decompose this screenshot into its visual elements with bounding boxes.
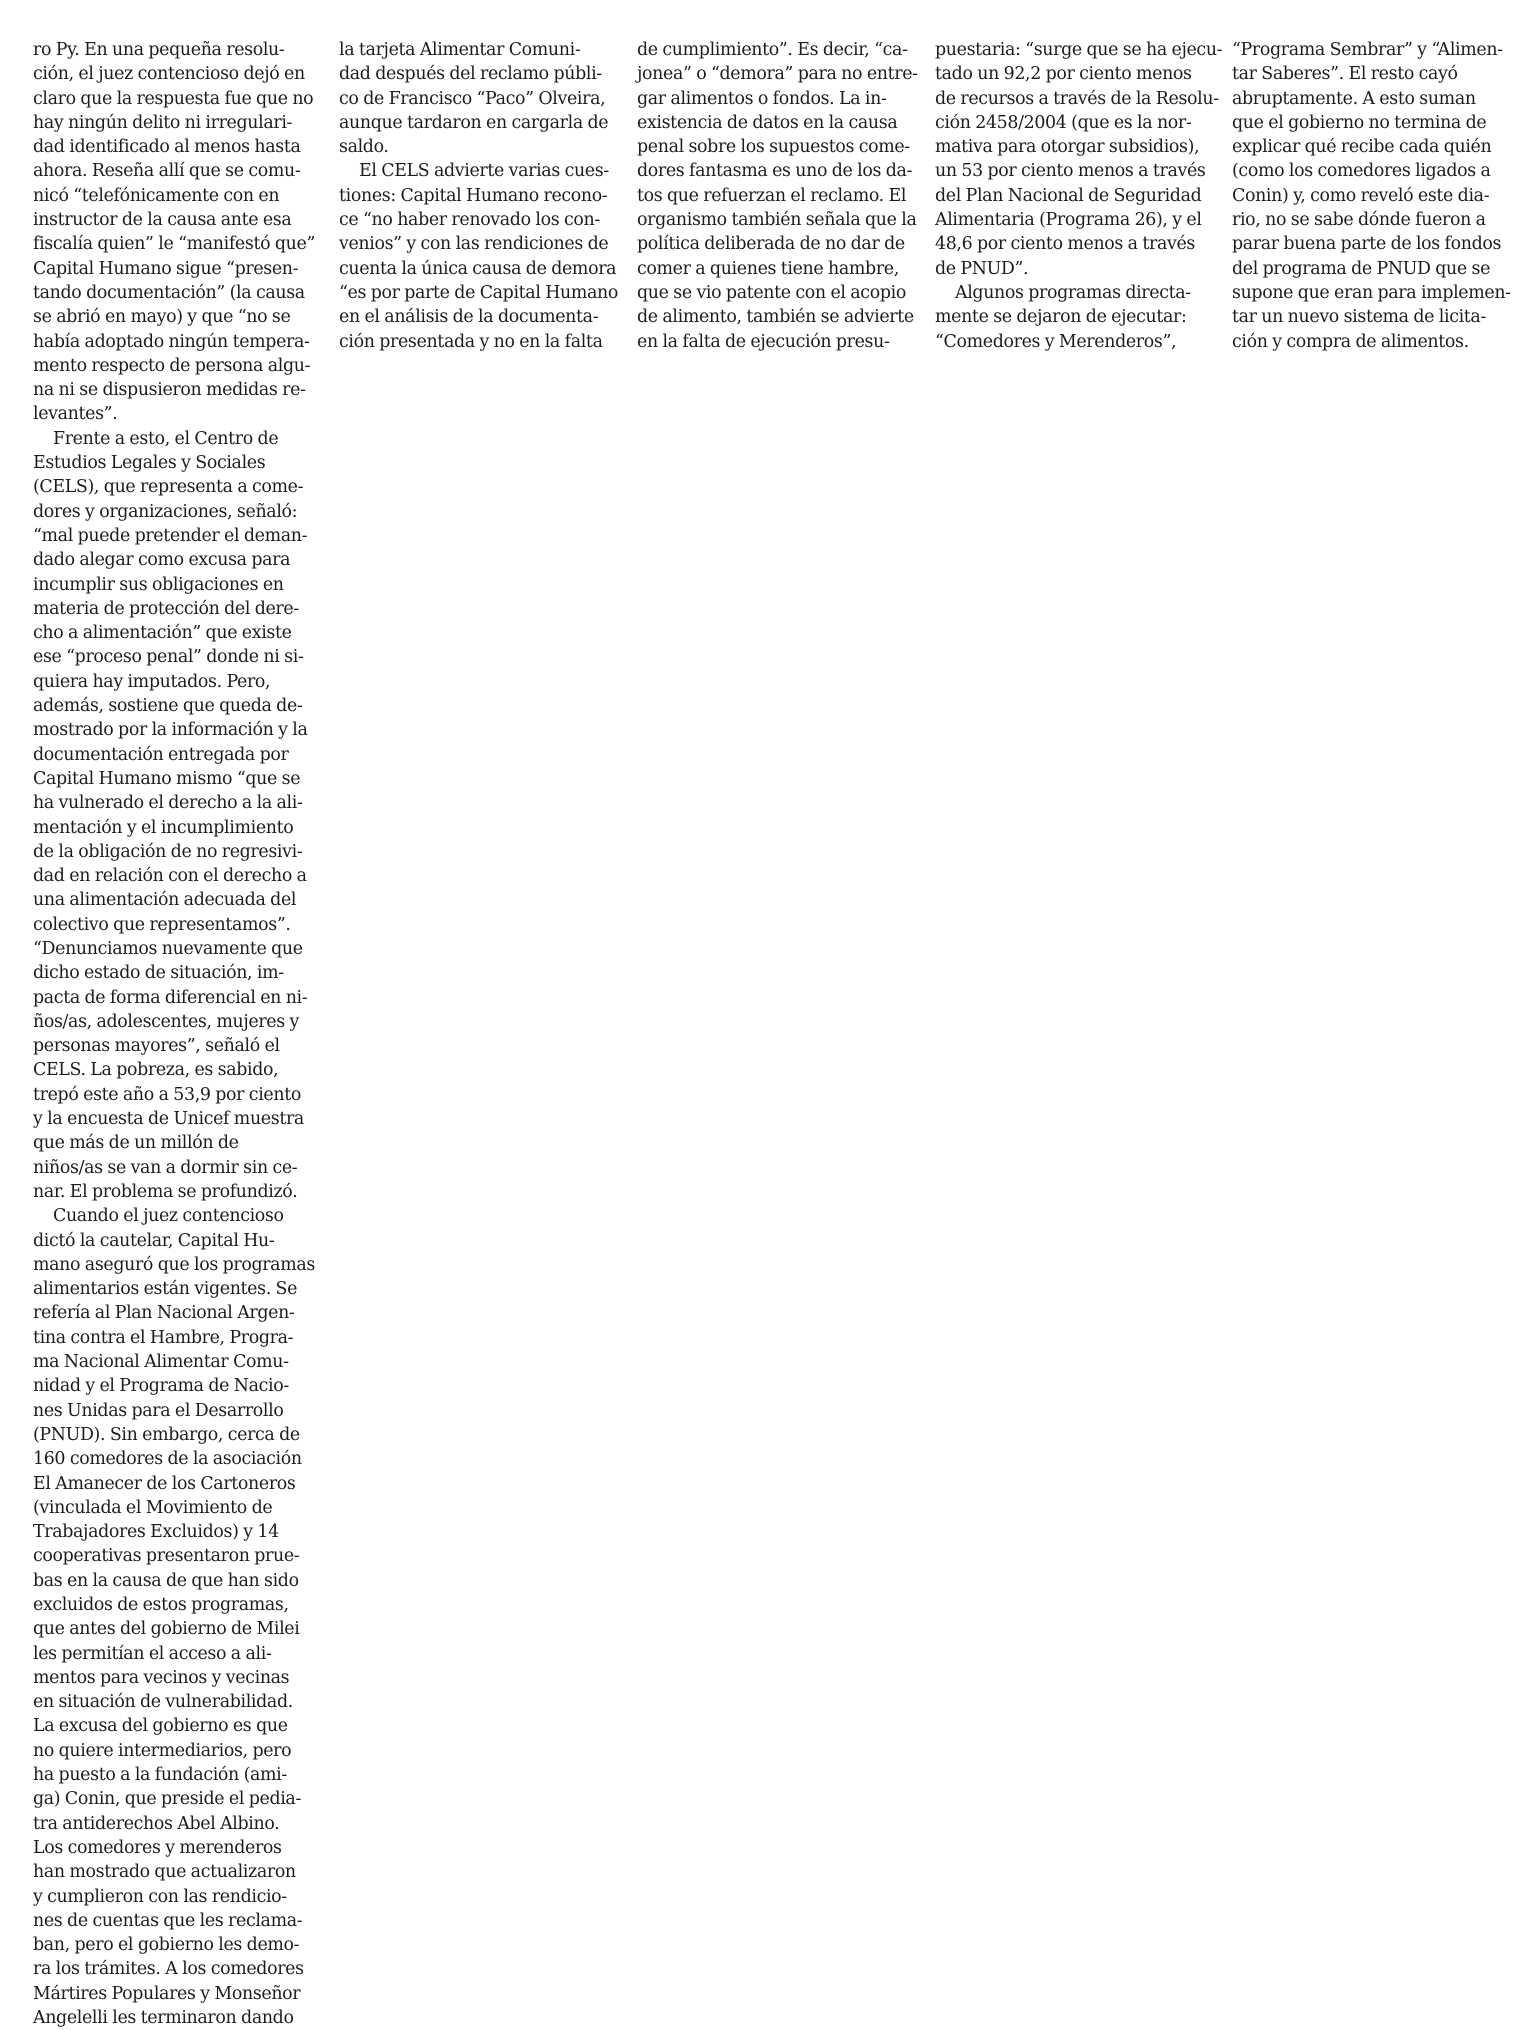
text-line: ese “proceso penal” donde ni si-	[33, 647, 304, 668]
text-line: rio, no se sabe dónde fueron a	[1232, 210, 1486, 231]
text-line: mente se dejaron de ejecutar:	[935, 307, 1187, 328]
text-line: “mal puede pretender el deman-	[33, 525, 308, 546]
text-line: en la falta de ejecución presu-	[637, 331, 890, 352]
text-line: además, sostiene que queda de-	[33, 696, 303, 717]
text-line: co de Francisco “Paco” Olveira,	[339, 88, 606, 109]
text-line: Trabajadores Excluidos) y 14	[33, 1522, 279, 1543]
text-line: materia de protección del dere-	[33, 598, 299, 619]
text-line: tar Saberes”. El resto cayó	[1232, 64, 1458, 85]
text-line: aunque tardaron en cargarla de	[339, 112, 609, 133]
text-line: hay ningún delito ni irregulari-	[33, 112, 293, 133]
text-line: cuenta la única causa de demora	[339, 258, 617, 279]
text-line: ce “no haber renovado los con-	[339, 210, 600, 231]
text-line: dictó la cautelar, Capital Hu-	[33, 1230, 275, 1251]
text-line: levantes”.	[33, 404, 118, 425]
text-line: ra los trámites. A los comedores	[33, 1959, 304, 1980]
text-line: se abrió en mayo) y que “no se	[33, 307, 291, 328]
text-line: 160 comedores de la asociación	[33, 1449, 302, 1470]
text-line: ños/as, adolescentes, mujeres y	[33, 1011, 299, 1032]
text-line: puestaria: “surge que se ha ejecu-	[935, 40, 1223, 60]
text-line: tra antiderechos Abel Albino.	[33, 1813, 280, 1834]
text-line: ahora. Reseña allí que se comu-	[33, 161, 301, 182]
text-line: cho a alimentación” que existe	[33, 623, 292, 644]
text-line: en el análisis de la documenta-	[339, 307, 599, 328]
text-line: ción 2458/2004 (que es la nor-	[935, 112, 1192, 133]
text-line: ha puesto a la fundación (ami-	[33, 1765, 287, 1786]
text-line: mento respecto de persona algu-	[33, 355, 311, 376]
article-column-5	[1232, 38, 1511, 354]
text-line: El Amanecer de los Cartoneros	[33, 1473, 296, 1494]
text-line: mano aseguró que los programas	[33, 1254, 315, 1275]
text-line: han mostrado que actualizaron	[33, 1862, 296, 1883]
text-line: mativa para otorgar subsidios),	[935, 137, 1200, 158]
text-line: El CELS advierte varias cues-	[359, 161, 609, 182]
text-line: alimentarios están vigentes. Se	[33, 1279, 298, 1300]
text-line: 48,6 por ciento menos a través	[935, 234, 1195, 255]
text-line: cooperativas presentaron prue-	[33, 1546, 300, 1567]
text-line: na ni se dispusieron medidas re-	[33, 380, 306, 401]
text-line: mentos para vecinos y vecinas	[33, 1667, 290, 1688]
text-line: parar buena parte de los fondos	[1232, 234, 1502, 255]
text-line: claro que la respuesta fue que no	[33, 88, 314, 109]
text-line: dad después del reclamo públi-	[339, 64, 602, 85]
text-line: la tarjeta Alimentar Comuni-	[339, 40, 581, 60]
text-line: tar un nuevo sistema de licita-	[1232, 307, 1486, 328]
text-line: (PNUD). Sin embargo, cerca de	[33, 1424, 300, 1445]
text-line: nes de cuentas que les reclama-	[33, 1910, 303, 1931]
text-line: del programa de PNUD que se	[1232, 258, 1491, 279]
text-line: “Programa Sembrar” y “Alimen-	[1232, 40, 1503, 60]
text-line: Mártires Populares y Monseñor	[33, 1983, 301, 2004]
text-line: Capital Humano sigue “presen-	[33, 258, 299, 279]
text-line: dad en relación con el derecho a	[33, 866, 307, 887]
text-line: Alimentaria (Programa 26), y el	[935, 210, 1202, 231]
text-line: de recursos a través de la Resolu-	[935, 88, 1219, 109]
text-line: gar alimentos o fondos. La in-	[637, 88, 887, 109]
text-line: Conin) y, como reveló este dia-	[1232, 185, 1490, 206]
text-line: CELS. La pobreza, es sabido,	[33, 1060, 279, 1081]
text-line: comer a quienes tiene hambre,	[637, 258, 899, 279]
text-line: refería al Plan Nacional Argen-	[33, 1303, 295, 1324]
text-line: Angelelli les terminaron dando	[33, 2008, 294, 2029]
text-line: (CELS), que representa a come-	[33, 477, 304, 498]
text-line: mentación y el incumplimiento	[33, 817, 294, 838]
text-line: supone que eran para implemen-	[1232, 282, 1511, 303]
text-line: del Plan Nacional de Seguridad	[935, 185, 1202, 206]
text-line: Algunos programas directa-	[955, 282, 1191, 303]
text-line: de la obligación de no regresivi-	[33, 841, 303, 862]
text-line: bas en la causa de que han sido	[33, 1570, 299, 1591]
text-line: (como los comedores ligados a	[1232, 161, 1491, 182]
text-line: que el gobierno no termina de	[1232, 112, 1487, 133]
text-line: de PNUD”.	[935, 258, 1029, 279]
text-line: y cumplieron con las rendicio-	[33, 1886, 287, 1907]
text-line: tando documentación” (la causa	[33, 282, 305, 303]
text-line: dores fantasma es uno de los da-	[637, 161, 913, 182]
text-line: “Denunciamos nuevamente que	[33, 938, 303, 959]
text-line: “Comedores y Merenderos”,	[935, 331, 1177, 352]
text-line: Cuando el juez contencioso	[53, 1206, 284, 1227]
text-line: ción y compra de alimentos.	[1232, 331, 1469, 352]
text-line: Capital Humano mismo “que se	[33, 768, 301, 789]
text-line: en situación de vulnerabilidad.	[33, 1692, 293, 1713]
text-line: abruptamente. A esto suman	[1232, 88, 1476, 109]
text-line: y la encuesta de Unicef muestra	[33, 1109, 304, 1130]
text-line: organismo también señala que la	[637, 210, 917, 231]
text-line: de cumplimiento”. Es decir, “ca-	[637, 40, 908, 60]
text-line: pacta de forma diferencial en ni-	[33, 987, 308, 1008]
text-line: tos que refuerzan el reclamo. El	[637, 185, 907, 206]
text-line: saldo.	[339, 137, 389, 158]
text-line: que se vio patente con el acopio	[637, 282, 906, 303]
text-line: ro Py. En una pequeña resolu-	[33, 40, 285, 60]
article-column-2	[339, 38, 619, 354]
text-line: Los comedores y merenderos	[33, 1837, 282, 1858]
text-line: nidad y el Programa de Nacio-	[33, 1376, 289, 1397]
text-line: mostrado por la información y la	[33, 720, 308, 741]
text-line: (vinculada el Movimiento de	[33, 1497, 273, 1518]
text-line: ma Nacional Alimentar Comu-	[33, 1352, 289, 1373]
text-line: instructor de la causa ante esa	[33, 210, 292, 231]
text-line: niños/as se van a dormir sin ce-	[33, 1157, 298, 1178]
text-line: un 53 por ciento menos a través	[935, 161, 1206, 182]
text-line: tiones: Capital Humano recono-	[339, 185, 608, 206]
text-line: Estudios Legales y Sociales	[33, 453, 266, 474]
text-line: venios” y con las rendiciones de	[339, 234, 609, 255]
article-column-4	[935, 38, 1223, 354]
text-line: explicar qué recibe cada quién	[1232, 137, 1492, 158]
text-line: jonea” o “demora” para no entre-	[637, 64, 918, 85]
text-line: política deliberada de no dar de	[637, 234, 905, 255]
text-line: “es por parte de Capital Humano	[339, 282, 619, 303]
text-line: existencia de datos en la causa	[637, 112, 898, 133]
text-line: trepó este año a 53,9 por ciento	[33, 1084, 301, 1105]
text-line: que más de un millón de	[33, 1133, 239, 1154]
text-line: colectivo que representamos”.	[33, 914, 291, 935]
text-line: ción presentada y no en la falta	[339, 331, 603, 352]
text-line: quiera hay imputados. Pero,	[33, 671, 271, 692]
text-line: fiscalía quien” le “manifestó que”	[33, 234, 316, 255]
text-line: dicho estado de situación, im-	[33, 963, 284, 984]
text-line: penal sobre los supuestos come-	[637, 137, 910, 158]
text-line: no quiere intermediarios, pero	[33, 1740, 292, 1761]
text-line: nar. El problema se profundizó.	[33, 1181, 298, 1202]
text-line: nes Unidas para el Desarrollo	[33, 1400, 284, 1421]
text-line: que antes del gobierno de Milei	[33, 1619, 300, 1640]
text-line: dores y organizaciones, señaló:	[33, 501, 298, 522]
text-line: Frente a esto, el Centro de	[53, 428, 279, 449]
text-line: nicó “telefónicamente con en	[33, 185, 280, 206]
text-line: ga) Conin, que preside el pedia-	[33, 1789, 301, 1810]
article-column-3	[637, 38, 918, 354]
text-line: ban, pero el gobierno les demo-	[33, 1935, 300, 1956]
text-line: tina contra el Hambre, Progra-	[33, 1327, 294, 1348]
text-line: incumplir sus obligaciones en	[33, 574, 284, 595]
text-line: había adoptado ningún tempera-	[33, 331, 310, 352]
text-line: una alimentación adecuada del	[33, 890, 297, 911]
text-line: dad identificado al menos hasta	[33, 137, 301, 158]
text-line: excluidos de estos programas,	[33, 1595, 289, 1615]
text-line: dado alegar como excusa para	[33, 550, 291, 571]
text-line: tado un 92,2 por ciento menos	[935, 64, 1192, 85]
text-line: ha vulnerado el derecho a la ali-	[33, 793, 303, 814]
text-line: de alimento, también se advierte	[637, 307, 914, 328]
text-line: documentación entregada por	[33, 744, 289, 765]
text-line: ción, el juez contencioso dejó en	[33, 64, 305, 85]
text-line: les permitían el acceso a ali-	[33, 1643, 272, 1664]
text-line: personas mayores”, señaló el	[33, 1036, 280, 1057]
text-line: La excusa del gobierno es que	[33, 1716, 288, 1737]
article-column-1	[33, 38, 315, 2030]
